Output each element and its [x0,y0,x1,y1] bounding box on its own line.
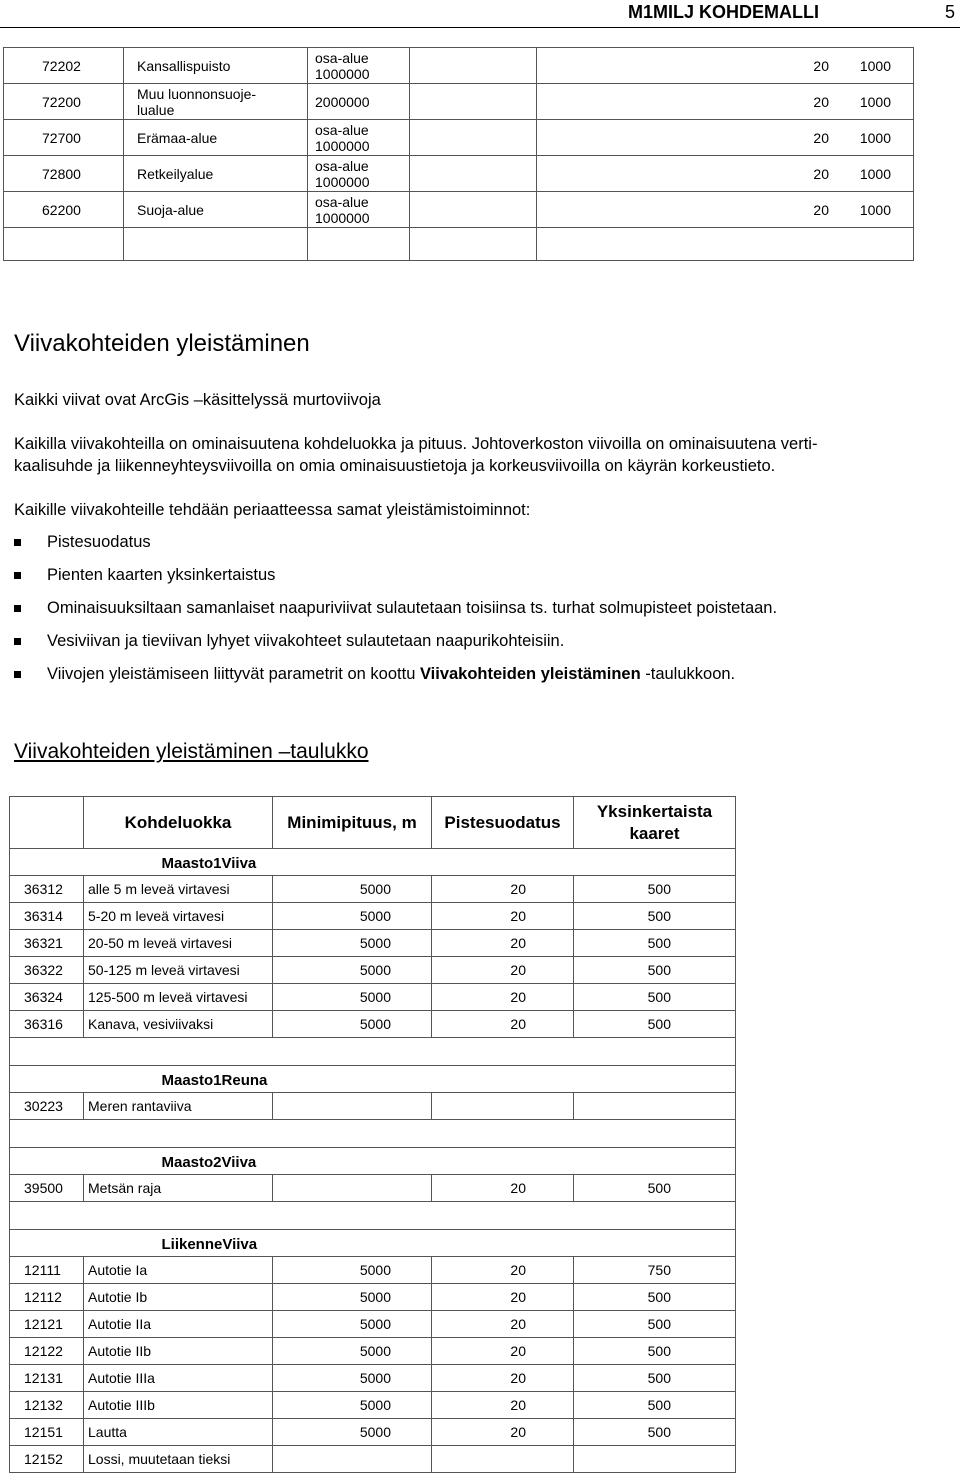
group-row [10,849,736,876]
simplify-arcs: 500 [574,930,736,957]
min-length: 5000 [273,1365,432,1392]
min-length: 5000 [273,930,432,957]
point-filter: 20 [432,1338,574,1365]
simplify-arcs: 500 [574,1284,736,1311]
empty-cell [124,228,308,261]
class-code: 36322 [10,957,84,984]
empty-cell [410,228,537,261]
class-code: 36312 [10,876,84,903]
empty-cell [10,849,84,876]
generalization-table [9,796,736,1473]
simplify-arcs: 500 [574,1338,736,1365]
point-filter: 20 [432,1392,574,1419]
bullet-icon [14,605,21,612]
min-length [273,1093,432,1120]
table-row-empty [10,1038,736,1066]
table-row [10,1257,736,1284]
simplify-arcs: 500 [574,1311,736,1338]
min-length: 5000 [273,1419,432,1446]
class-code: 39500 [10,1175,84,1202]
class-description: Autotie IIb [84,1338,273,1365]
empty-cell [308,228,410,261]
class-description: Meren rantaviiva [84,1093,273,1120]
table-row-empty [10,1120,736,1148]
area-name: Suoja-alue [124,192,308,228]
empty-cell [410,84,537,120]
empty-cell [10,1202,736,1230]
area-values: 20 1000 [537,84,914,120]
area-values: 20 1000 [537,120,914,156]
class-description: Autotie Ib [84,1284,273,1311]
point-filter: 20 [432,1257,574,1284]
table-row [4,48,914,84]
min-length [273,1446,432,1473]
class-description: Metsän raja [84,1175,273,1202]
point-filter [432,1446,574,1473]
area-code: 62200 [4,192,124,228]
class-description: Autotie IIIb [84,1392,273,1419]
min-length [273,1175,432,1202]
class-code: 36321 [10,930,84,957]
table-row-empty [4,228,914,261]
bullet-icon [14,539,21,546]
area-name: Muu luonnonsuoje-lualue [124,84,308,120]
simplify-arcs: 500 [574,1392,736,1419]
page-number: 5 [945,2,956,22]
list-item: Pienten kaarten yksinkertaistus [14,565,777,598]
simplify-arcs: 500 [574,1175,736,1202]
group-name: Maasto1Reuna [84,1066,736,1093]
group-name: Maasto2Viiva [84,1148,736,1175]
group-row [10,1230,736,1257]
simplify-arcs: 500 [574,1419,736,1446]
page-header [0,0,960,28]
min-length: 5000 [273,1338,432,1365]
document-title: M1MILJ KOHDEMALLI [628,2,819,22]
area-type: osa-alue 1000000 [308,192,410,228]
paragraph-2-line-1: Kaikilla viivakohteilla on ominaisuutena kohdeluokka ja pituus. Johtoverkoston viivoilla on ominaisuutena verti- [14,435,818,453]
min-length: 5000 [273,984,432,1011]
section-heading: Viivakohteiden yleistäminen [14,330,310,357]
paragraph-3: Kaikille viivakohteille tehdään periaatteessa samat yleistämistoiminnot: [14,501,531,519]
table-row [10,1175,736,1202]
simplify-arcs: 750 [574,1257,736,1284]
bullet-icon [14,671,21,678]
area-values: 20 1000 [537,48,914,84]
area-type: osa-alue 1000000 [308,120,410,156]
class-description: alle 5 m leveä virtavesi [84,876,273,903]
class-code: 12112 [10,1284,84,1311]
area-code: 72200 [4,84,124,120]
point-filter: 20 [432,1175,574,1202]
table-row [10,1011,736,1038]
class-description: Lossi, muutetaan tieksi [84,1446,273,1473]
table-row [10,1365,736,1392]
table-row [10,1093,736,1120]
table-row [10,903,736,930]
point-filter [432,1093,574,1120]
empty-cell [410,156,537,192]
paragraph-2 [14,433,949,477]
area-code: 72800 [4,156,124,192]
group-row [10,1148,736,1175]
min-length: 5000 [273,1392,432,1419]
class-description: 50-125 m leveä virtavesi [84,957,273,984]
point-filter: 20 [432,903,574,930]
group-name: LiikenneViiva [84,1230,736,1257]
table-row [10,930,736,957]
empty-cell [10,1230,84,1257]
table-row [10,984,736,1011]
empty-cell [10,1066,84,1093]
class-code: 12111 [10,1257,84,1284]
min-length: 5000 [273,1284,432,1311]
area-type: osa-alue 1000000 [308,156,410,192]
table-row [10,1338,736,1365]
empty-cell [10,1038,736,1066]
point-filter: 20 [432,1311,574,1338]
min-length: 5000 [273,957,432,984]
area-type: 2000000 [308,84,410,120]
class-code: 36324 [10,984,84,1011]
class-code: 12152 [10,1446,84,1473]
table-row [10,957,736,984]
table-row [4,192,914,228]
area-type: osa-alue 1000000 [308,48,410,84]
simplify-arcs: 500 [574,1365,736,1392]
min-length: 5000 [273,1311,432,1338]
list-item: Viivojen yleistämiseen liittyvät parametrit on koottu Viivakohteiden yleistäminen -taulukkoon. [14,664,777,697]
area-name: Retkeilyalue [124,156,308,192]
table-reference: Viivakohteiden yleistäminen [419,665,641,683]
simplify-arcs: 500 [574,903,736,930]
area-values: 20 1000 [537,156,914,192]
empty-cell [410,120,537,156]
class-code: 12132 [10,1392,84,1419]
class-code: 12131 [10,1365,84,1392]
paragraph-2-line-2: kaalisuhde ja liikenneyhteysviivoilla on omia ominaisuustietoja ja korkeusviivoilla on käyrän korkeustieto. [14,457,776,475]
class-code: 12122 [10,1338,84,1365]
area-code: 72700 [4,120,124,156]
simplify-arcs: 500 [574,876,736,903]
list-item: Pistesuodatus [14,532,777,565]
point-filter: 20 [432,930,574,957]
point-filter: 20 [432,957,574,984]
table-row [10,1392,736,1419]
header-cell-kohdeluokka: Kohdeluokka [84,797,273,849]
table-row [10,1284,736,1311]
class-description: Kanava, vesiviivaksi [84,1011,273,1038]
bullet-icon [14,572,21,579]
table-row [10,1446,736,1473]
table-row [10,1419,736,1446]
area-values: 20 1000 [537,192,914,228]
class-code: 36316 [10,1011,84,1038]
simplify-arcs [574,1446,736,1473]
point-filter: 20 [432,876,574,903]
table-row [4,84,914,120]
class-code: 30223 [10,1093,84,1120]
class-description: Autotie IIa [84,1311,273,1338]
class-code: 36314 [10,903,84,930]
empty-cell [537,228,914,261]
empty-cell [410,192,537,228]
bullet-icon [14,638,21,645]
table-row [10,876,736,903]
table-heading: Viivakohteiden yleistäminen –taulukko [14,740,369,763]
class-description: Autotie IIIa [84,1365,273,1392]
point-filter: 20 [432,1011,574,1038]
table-header-row [10,797,736,849]
point-filter: 20 [432,984,574,1011]
empty-cell [10,1148,84,1175]
table-row [10,1311,736,1338]
class-description: 20-50 m leveä virtavesi [84,930,273,957]
class-description: Lautta [84,1419,273,1446]
header-cell-yksinkertaista: Yksinkertaista kaaret [574,797,736,849]
empty-cell [10,1120,736,1148]
area-name: Erämaa-alue [124,120,308,156]
class-code: 12121 [10,1311,84,1338]
list-item: Vesiviivan ja tieviivan lyhyet viivakohteet sulautetaan naapurikohteisiin. [14,631,777,664]
header-cell-pistesuodatus: Pistesuodatus [432,797,574,849]
simplify-arcs [574,1093,736,1120]
table-row-empty [10,1202,736,1230]
header-rule [0,27,960,28]
point-filter: 20 [432,1365,574,1392]
point-filter: 20 [432,1284,574,1311]
min-length: 5000 [273,1011,432,1038]
table-row [4,156,914,192]
group-row [10,1066,736,1093]
class-code: 12151 [10,1419,84,1446]
min-length: 5000 [273,903,432,930]
min-length: 5000 [273,1257,432,1284]
empty-cell [410,48,537,84]
simplify-arcs: 500 [574,984,736,1011]
list-item: Ominaisuuksiltaan samanlaiset naapuriviivat sulautetaan toisiinsa ts. turhat solmupisteet poistetaan. [14,598,777,631]
bullet-list [14,532,777,697]
class-description: Autotie Ia [84,1257,273,1284]
empty-cell [4,228,124,261]
area-name: Kansallispuisto [124,48,308,84]
header-cell-empty [10,797,84,849]
class-description: 125-500 m leveä virtavesi [84,984,273,1011]
point-filter: 20 [432,1419,574,1446]
area-code: 72202 [4,48,124,84]
simplify-arcs: 500 [574,1011,736,1038]
table-row [4,120,914,156]
group-name: Maasto1Viiva [84,849,736,876]
header-cell-minimipituus: Minimipituus, m [273,797,432,849]
min-length: 5000 [273,876,432,903]
paragraph-1: Kaikki viivat ovat ArcGis –käsittelyssä murtoviivoja [14,391,381,409]
area-table [3,47,914,261]
simplify-arcs: 500 [574,957,736,984]
class-description: 5-20 m leveä virtavesi [84,903,273,930]
